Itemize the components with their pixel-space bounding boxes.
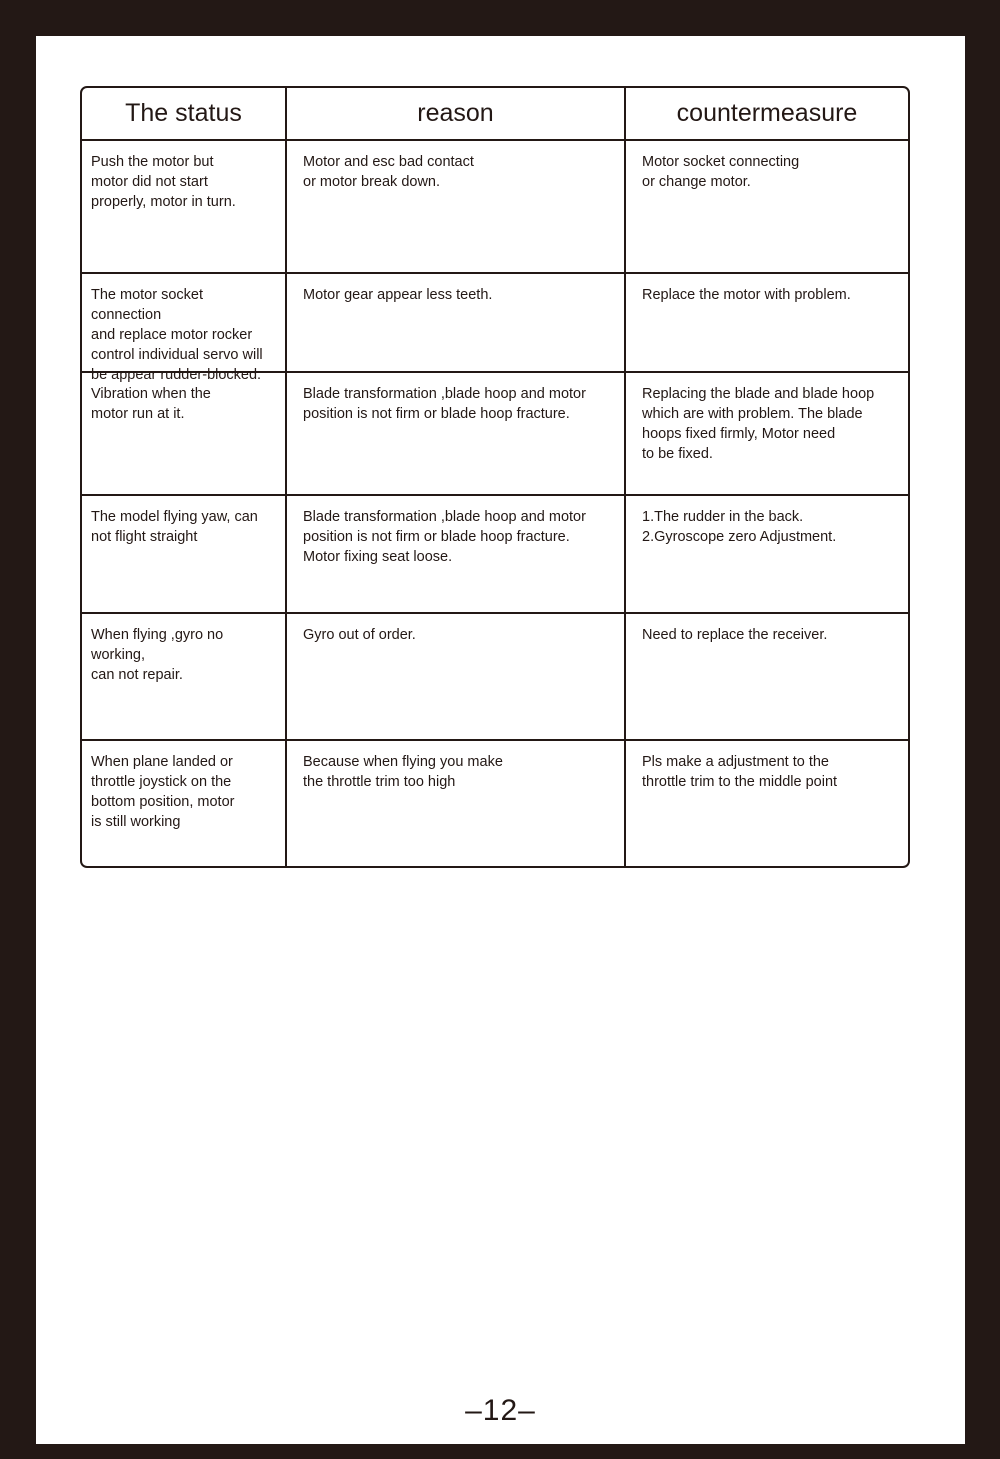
reason-cell: Motor gear appear less teeth. [285,274,624,371]
status-cell: When flying ,gyro no working, can not repair. [91,627,224,683]
countermeasure-cell: Replacing the blade and blade hoop which are with problem. The blade hoops fixed firmly, Motor need to be fixed. [624,373,908,494]
table-row [82,371,908,494]
table-header-row [82,88,908,139]
reason-cell: Gyro out of order. [285,614,624,739]
status-cell: The model flying yaw, can not flight straight [91,509,258,545]
countermeasure-cell: Pls make a adjustment to the throttle trim to the middle point [624,741,908,866]
status-cell: Vibration when the motor run at it. [91,386,211,422]
page-number: –12– [465,1394,536,1427]
troubleshooting-table [80,86,910,868]
table-row [82,739,908,866]
reason-cell: Blade transformation ,blade hoop and motor position is not firm or blade hoop fracture. [285,373,624,494]
reason-cell: Motor and esc bad contact or motor break down. [285,141,624,272]
countermeasure-cell: Motor socket connecting or change motor. [624,141,908,272]
header-status: The status [125,99,242,127]
manual-page [36,36,965,1444]
table-row [82,612,908,739]
reason-cell: Blade transformation ,blade hoop and motor position is not firm or blade hoop fracture. Motor fixing seat loose. [285,496,624,612]
status-cell: The motor socket connection and replace motor rocker control individual servo will be appear rudder-blocked. [91,287,263,383]
table-row [82,494,908,612]
table-row [82,139,908,272]
status-cell: Push the motor but motor did not start properly, motor in turn. [91,154,236,210]
table-row [82,272,908,383]
header-reason: reason [285,88,624,139]
countermeasure-cell: Need to replace the receiver. [624,614,908,739]
reason-cell: Because when flying you make the throttle trim too high [285,741,624,866]
countermeasure-cell: 1.The rudder in the back. 2.Gyroscope zero Adjustment. [624,496,908,612]
countermeasure-cell: Replace the motor with problem. [624,274,908,371]
status-cell: When plane landed or throttle joystick on the bottom position, motor is still working [91,754,235,830]
header-countermeasure: countermeasure [624,88,908,139]
